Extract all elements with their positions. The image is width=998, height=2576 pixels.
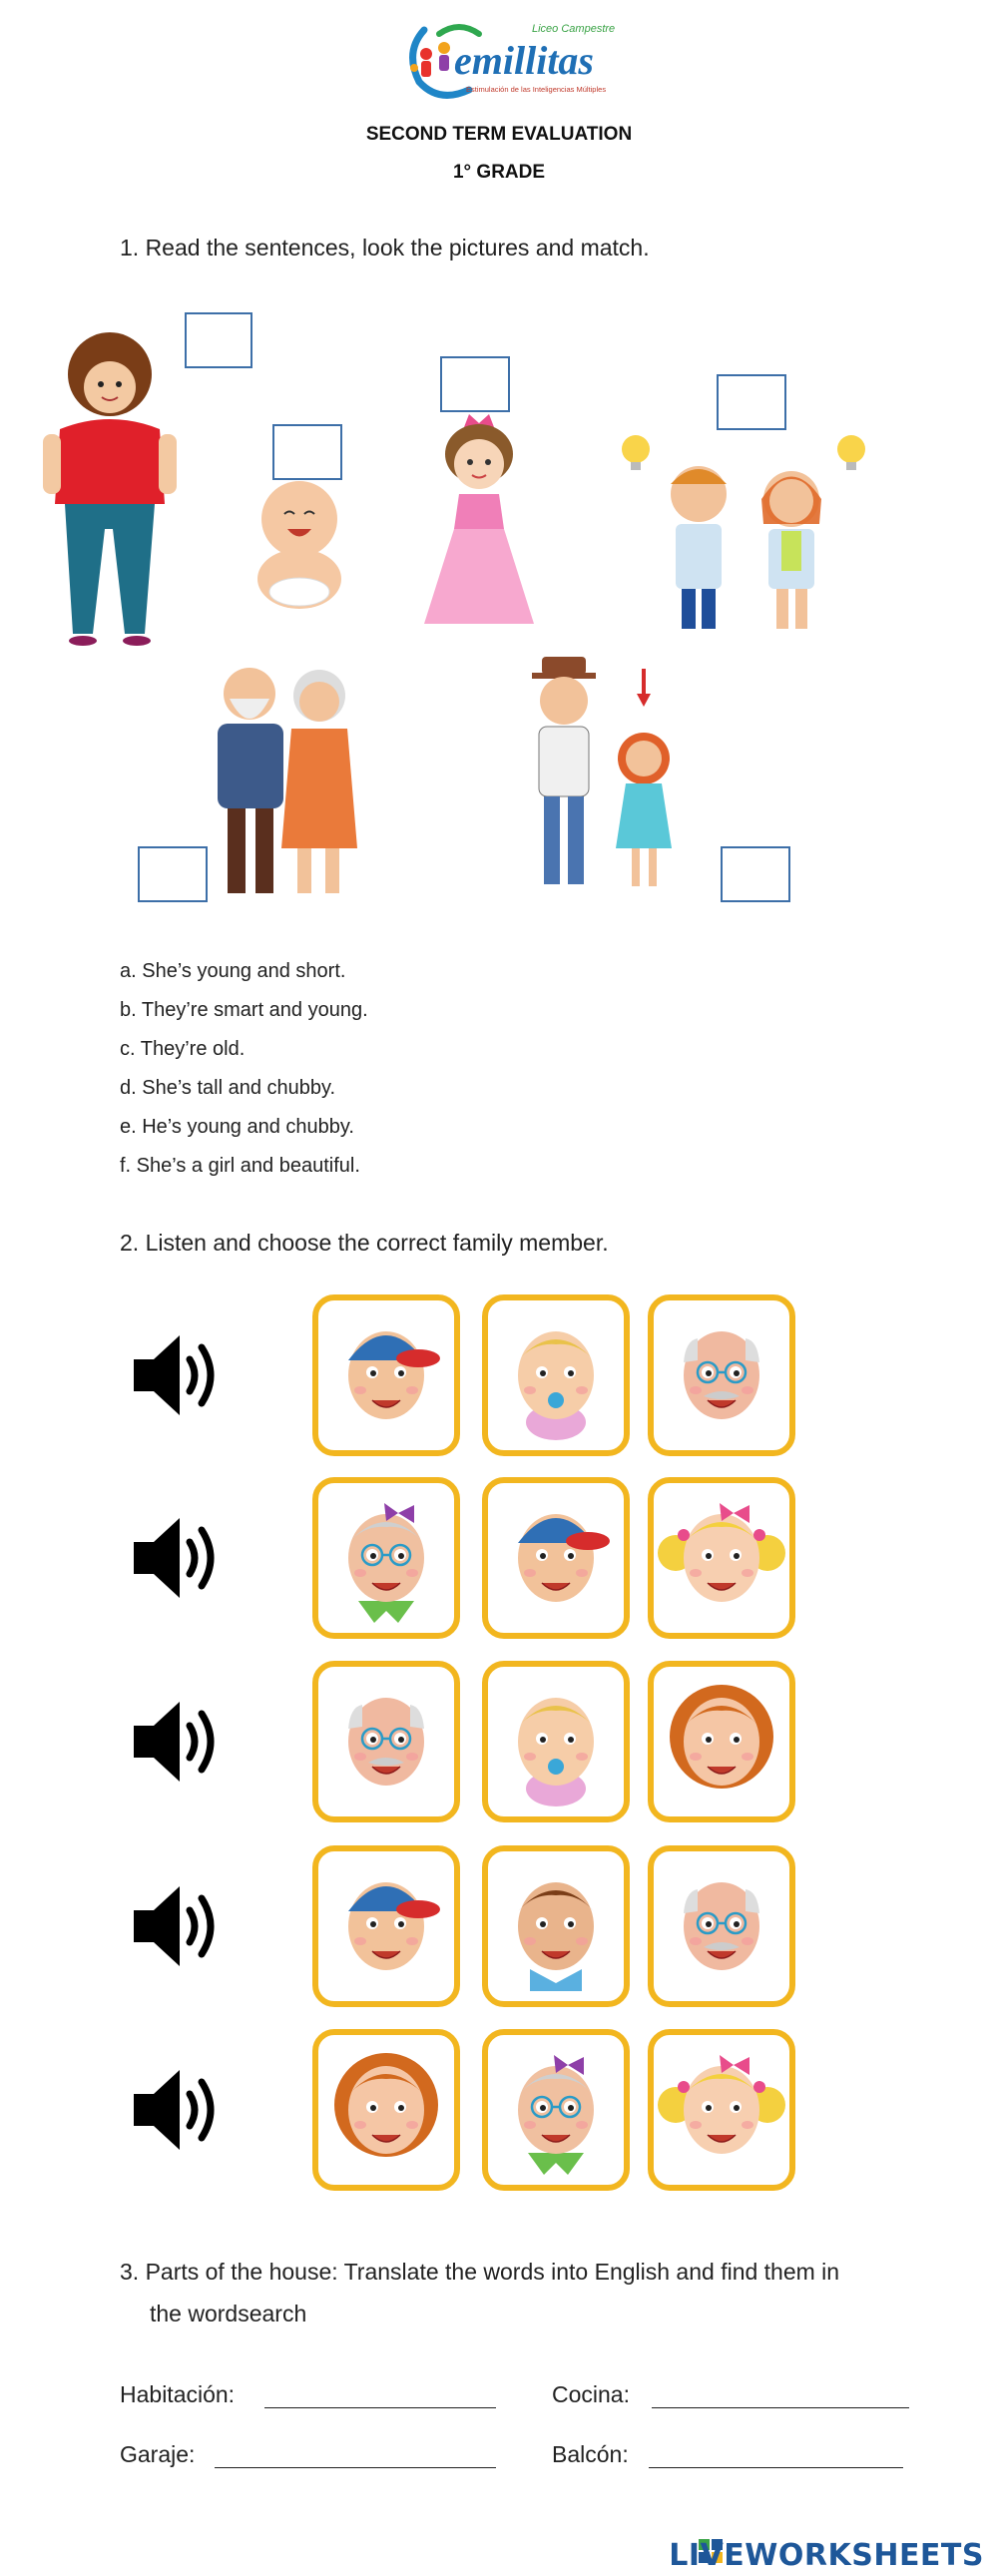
sentence-d: d. She’s tall and chubby. [120, 1077, 336, 1099]
answer-box-princess[interactable] [440, 356, 510, 412]
speaker-icon[interactable] [128, 1692, 228, 1792]
logo-school-top: Liceo Campestre [532, 23, 616, 35]
logo-school-name: emillitas [454, 38, 594, 83]
grandfather-face-icon[interactable] [312, 1661, 460, 1822]
boy-face-icon[interactable] [312, 1845, 460, 2007]
grandparents-illustration [200, 654, 369, 903]
cocina-answer-line[interactable] [652, 2407, 909, 2408]
baby-illustration [240, 474, 359, 614]
smart-kids-illustration [614, 419, 873, 639]
q3-instruction-line1: 3. Parts of the house: Translate the words into English and find them in [120, 2259, 840, 2285]
habitacion-label: Habitación: [120, 2381, 236, 2407]
garaje-label: Garaje: [120, 2441, 196, 2467]
mother-face-icon[interactable] [312, 2029, 460, 2191]
school-logo [384, 12, 619, 107]
answer-box-woman[interactable] [185, 312, 252, 368]
boy-and-girl-illustration [494, 649, 674, 898]
sentence-b: b. They’re smart and young. [120, 999, 368, 1021]
woman-tall-chubby-illustration [25, 329, 195, 659]
page-title: SECOND TERM EVALUATION [365, 124, 633, 145]
speaker-icon[interactable] [128, 1325, 228, 1425]
mother-face-icon[interactable] [648, 1661, 795, 1822]
answer-box-smart-kids[interactable] [717, 374, 786, 430]
q2-instruction: 2. Listen and choose the correct family member. [120, 1230, 609, 1256]
logo-tagline: Estimulación de las Inteligencias Múltiples [466, 85, 607, 94]
q1-instruction: 1. Read the sentences, look the pictures and match. [120, 235, 650, 260]
boy-face-icon[interactable] [482, 1477, 630, 1639]
sentence-c: c. They’re old. [120, 1038, 246, 1060]
liveworksheets-brand: LIVEWORKSHEETS [669, 2538, 984, 2573]
speaker-icon[interactable] [128, 2060, 228, 2160]
answer-box-baby[interactable] [272, 424, 342, 480]
grandmother-face-icon[interactable] [482, 2029, 630, 2191]
speaker-icon[interactable] [128, 1876, 228, 1976]
garaje-answer-line[interactable] [215, 2467, 496, 2468]
grandmother-face-icon[interactable] [312, 1477, 460, 1639]
sentence-a: a. She’s young and short. [120, 960, 346, 982]
answer-box-grandparents[interactable] [138, 846, 208, 902]
girl-face-icon[interactable] [648, 2029, 795, 2191]
grade-label: 1° GRADE [452, 162, 546, 183]
balcon-label: Balcón: [552, 2441, 629, 2467]
speaker-icon[interactable] [128, 1508, 228, 1608]
grandfather-face-icon[interactable] [648, 1845, 795, 2007]
father-face-icon[interactable] [482, 1845, 630, 2007]
baby-face-icon[interactable] [482, 1661, 630, 1822]
baby-face-icon[interactable] [482, 1294, 630, 1456]
answer-box-young-girl[interactable] [721, 846, 790, 902]
princess-illustration [414, 409, 544, 634]
sentence-f: f. She’s a girl and beautiful. [120, 1155, 360, 1177]
balcon-answer-line[interactable] [649, 2467, 903, 2468]
girl-face-icon[interactable] [648, 1477, 795, 1639]
grandfather-face-icon[interactable] [648, 1294, 795, 1456]
habitacion-answer-line[interactable] [264, 2407, 496, 2408]
sentence-e: e. He’s young and chubby. [120, 1116, 354, 1138]
cocina-label: Cocina: [552, 2381, 630, 2407]
boy-face-icon[interactable] [312, 1294, 460, 1456]
q3-instruction-line2: the wordsearch [150, 2301, 307, 2326]
